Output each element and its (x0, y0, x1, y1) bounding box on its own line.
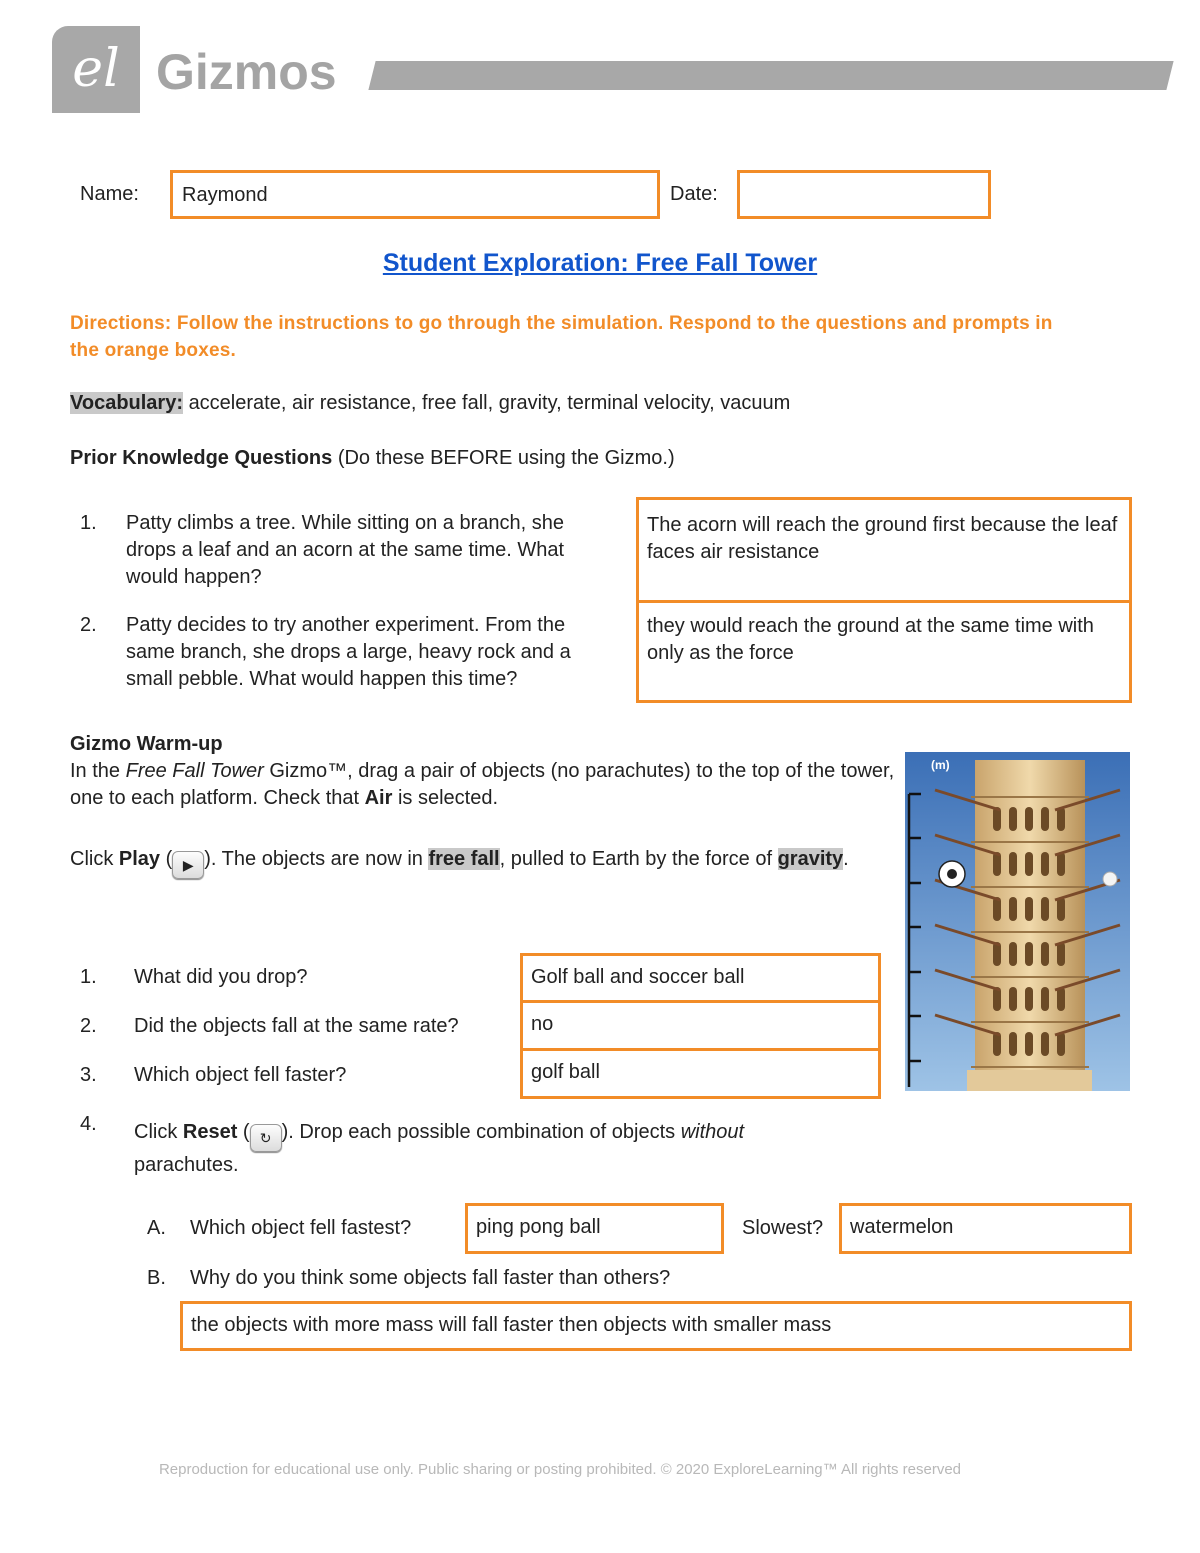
name-label: Name: (80, 183, 139, 205)
warmup-q3-num: 3. (80, 1064, 97, 1086)
play-icon: ▶ (172, 851, 204, 879)
p1-gizmo-name: Free Fall Tower (125, 760, 264, 782)
qA-letter: A. (147, 1217, 166, 1239)
p2-text-e: . (843, 848, 849, 870)
p1-text-c: is selected. (392, 787, 499, 809)
vocabulary-terms: accelerate, air resistance, free fall, gravity, terminal velocity, vacuum (188, 392, 791, 414)
qA-slowest-answer[interactable] (839, 1203, 1132, 1254)
prior-q1-text: Patty climbs a tree. While sitting on a branch, she drops a leaf and an acorn at the same time. What would happen? (126, 512, 565, 588)
prior-q1-num: 1. (80, 512, 97, 534)
prior-q2-answer-text: they would reach the ground at the same time with only as the force (647, 615, 1094, 664)
qA-fastest-answer-text: ping pong ball (476, 1216, 601, 1238)
p2-text-c: ). The objects are now in (204, 848, 429, 870)
warmup-q3-text: Which object fell faster? (134, 1064, 347, 1086)
q4-reset-label: Reset (182, 1121, 238, 1143)
warmup-q1-answer[interactable] (520, 953, 881, 1003)
p1-text-a: In the (70, 760, 126, 782)
prior-q2-num: 2. (80, 614, 97, 636)
warmup-q3-answer[interactable] (520, 1048, 881, 1099)
warmup-q2-answer-text: no (531, 1013, 554, 1035)
qB-letter: B. (147, 1267, 166, 1289)
name-field[interactable] (170, 170, 660, 219)
warmup-q2-answer[interactable] (520, 1000, 881, 1051)
header-bar (368, 61, 1173, 90)
p2-gravity: gravity (777, 848, 844, 870)
warmup-q2-num: 2. (80, 1015, 97, 1037)
qA-slowest-label: Slowest? (742, 1217, 824, 1239)
qB-text: Why do you think some objects fall faster than others? (190, 1267, 671, 1289)
prior-q2-text: Patty decides to try another experiment. From the same branch, she drops a large, heavy rock and a small pebble. What would happen this time? (126, 614, 571, 690)
prior-q1-answer-text: The acorn will reach the ground first because the leaf faces air resistance (647, 514, 1118, 563)
p2-free-fall: free fall (428, 848, 500, 870)
date-label: Date: (670, 183, 718, 205)
footer-copyright: Reproduction for educational use only. Public sharing or posting prohibited. © 2020 ExploreLearning™ All rights reserved (158, 1461, 962, 1478)
qB-answer[interactable] (180, 1301, 1132, 1351)
q4-text-c: ). Drop each possible combination of objects (281, 1121, 681, 1143)
brand-name: Gizmos (156, 44, 337, 100)
prior-q2-answer[interactable] (636, 600, 1132, 703)
vocabulary-label: Vocabulary: (70, 392, 183, 414)
q4-text-d: parachutes. (134, 1154, 239, 1176)
warmup-q4-num: 4. (80, 1113, 97, 1135)
tower-image (905, 752, 1130, 1091)
p2-text-d: , pulled to Earth by the force of (499, 848, 778, 870)
q4-without: without (680, 1121, 745, 1143)
warmup-q3-answer-text: golf ball (531, 1061, 600, 1083)
p1-text-b: Gizmo™, drag a pair of objects (no parachutes) to the top of the tower, one to each platform. Check that (70, 760, 895, 809)
directions: Directions: Follow the instructions to go through the simulation. Respond to the questions and prompts in the orange boxes. (70, 313, 1053, 361)
warmup-q4-text (134, 1119, 834, 1179)
p2-text-b: ( (160, 848, 173, 870)
prior-note: (Do these BEFORE using the Gizmo.) (337, 447, 675, 469)
warmup-q1-text: What did you drop? (134, 966, 308, 988)
warmup-paragraph-1 (70, 758, 900, 812)
warmup-q2-text: Did the objects fall at the same rate? (134, 1015, 459, 1037)
qB-answer-text: the objects with more mass will fall faster then objects with smaller mass (191, 1314, 832, 1336)
q4-text-a: Click (134, 1121, 183, 1143)
warmup-paragraph-2 (70, 846, 890, 879)
warmup-q1-num: 1. (80, 966, 97, 988)
prior-heading: Prior Knowledge Questions (70, 447, 333, 469)
prior-q1-answer[interactable] (636, 497, 1132, 603)
vocabulary (70, 390, 1130, 417)
logo-badge (52, 26, 140, 113)
warmup-heading: Gizmo Warm-up (70, 733, 223, 755)
logo-mark: el (72, 39, 120, 99)
reset-icon: ↻ (250, 1124, 282, 1152)
name-value: Raymond (182, 184, 268, 206)
p2-text-a: Click (70, 848, 119, 870)
qA-fastest-answer[interactable] (465, 1203, 724, 1254)
qA-text: Which object fell fastest? (190, 1217, 412, 1239)
warmup-q1-answer-text: Golf ball and soccer ball (531, 966, 745, 988)
tower-unit-label: (m) (931, 758, 950, 772)
page-title: Student Exploration: Free Fall Tower (382, 249, 818, 277)
date-field[interactable] (737, 170, 991, 219)
qA-slowest-answer-text: watermelon (850, 1216, 954, 1238)
p2-play-label: Play (118, 848, 161, 870)
q4-text-b: ( (237, 1121, 250, 1143)
p1-air: Air (364, 787, 393, 809)
prior-heading-line (70, 445, 1130, 472)
